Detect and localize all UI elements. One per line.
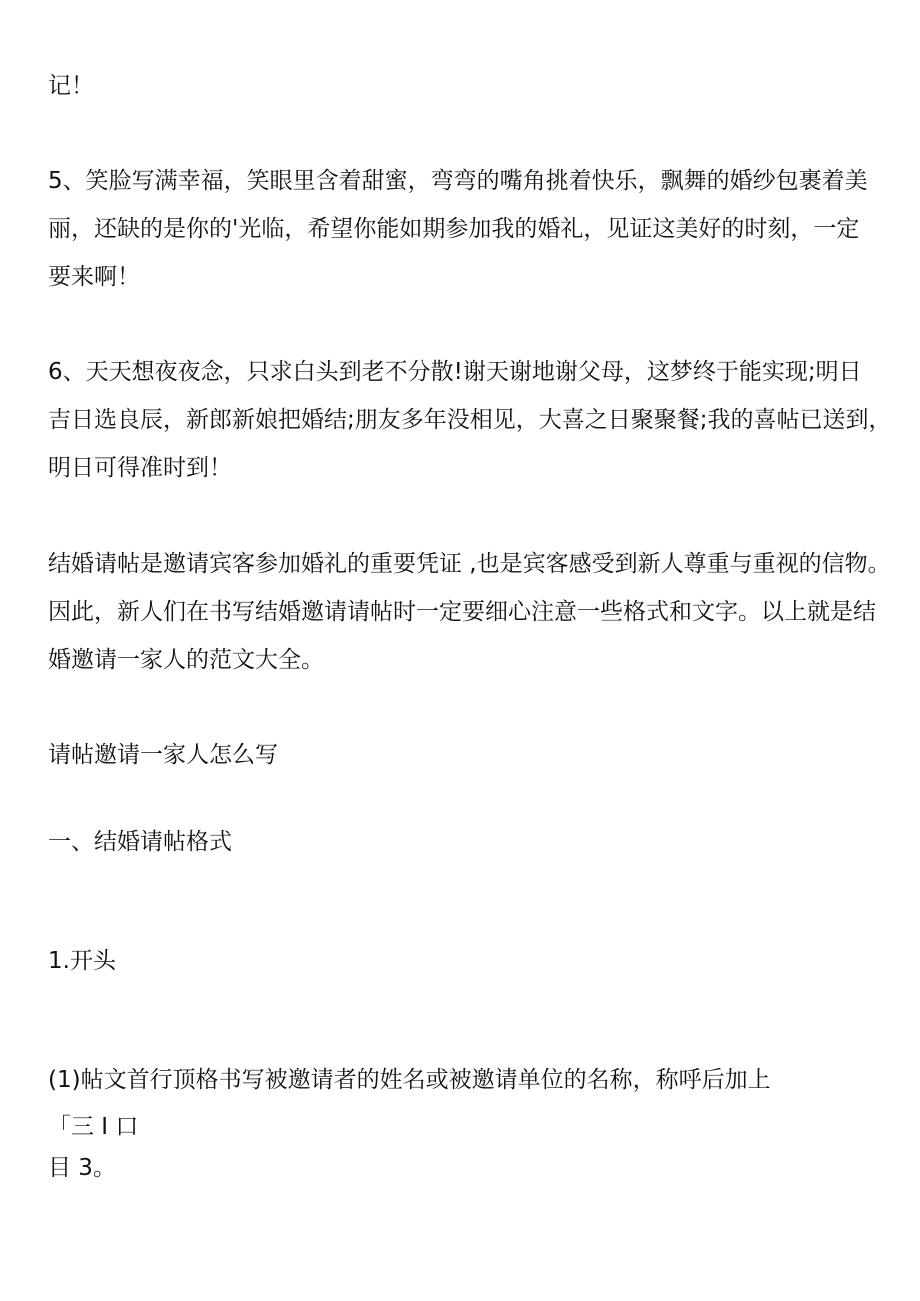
section-heading-howto: 请帖邀请一家人怎么写 [48, 742, 278, 768]
paragraph-continuation: 记！ [48, 73, 94, 99]
summary-line-3: 婚邀请一家人的范文大全。 [48, 647, 324, 673]
summary-line-1: 结婚请帖是邀请宾客参加婚礼的重要凭证 ,也是宾客感受到新人尊重与重视的信物。 [48, 551, 891, 577]
ocr-fragment-1: 「三 I 口 [48, 1114, 139, 1140]
subheading-opening: 1.开头 [48, 948, 116, 974]
paragraph-6-line-1: 6、天天想夜夜念，只求白头到老不分散!谢天谢地谢父母，这梦终于能实现;明日 [48, 359, 862, 385]
ocr-fragment-2: 目 3。 [48, 1155, 116, 1181]
paragraph-5-line-1: 5、笑脸写满幸福，笑眼里含着甜蜜，弯弯的嘴角挑着快乐，飘舞的婚纱包裹着美 [48, 168, 868, 194]
paragraph-6-line-2: 吉日选良辰，新郎新娘把婚结;朋友多年没相见，大喜之日聚聚餐;我的喜帖已送到， [48, 407, 892, 433]
section-heading-format: 一、结婚请帖格式 [48, 829, 232, 855]
paragraph-5-line-2: 丽，还缺的是你的'光临，希望你能如期参加我的婚礼，见证这美好的时刻，一定 [48, 216, 860, 242]
summary-line-2: 因此，新人们在书写结婚邀请请帖时一定要细心注意一些格式和文字。以上就是结 [48, 599, 876, 625]
paragraph-6-line-3: 明日可得准时到！ [48, 455, 232, 481]
paragraph-5-line-3: 要来啊！ [48, 264, 140, 290]
format-item-1: (1)帖文首行顶格书写被邀请者的姓名或被邀请单位的名称，称呼后加上 [48, 1067, 771, 1093]
